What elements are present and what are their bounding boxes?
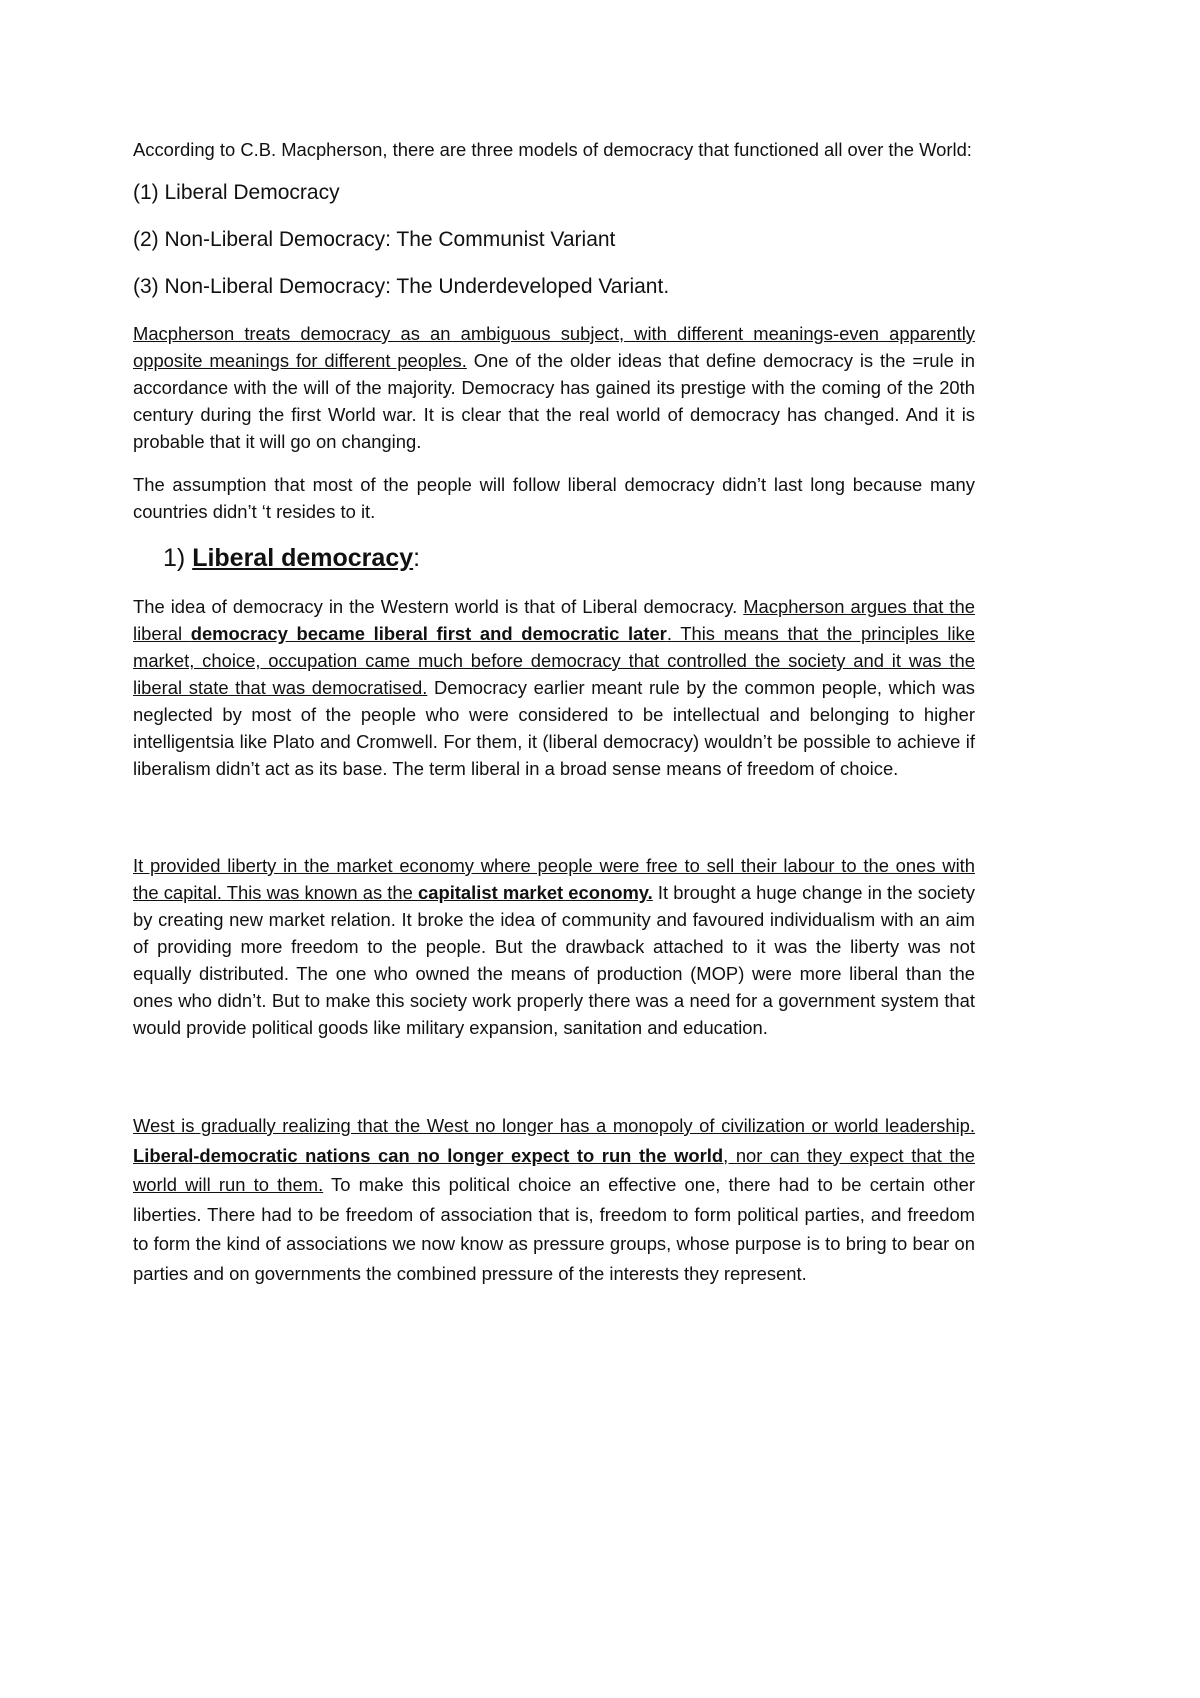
text-run: To make this political choice an effective one, there had to be certain other liberties. There had to be freedom of association that is, freedom to form political parties, and freedom to form the kind of associations we now know as pressure groups, whose purpose is to bring to bear on parties and on governments the combined pressure of the interests they represent.: [133, 1174, 976, 1284]
heading-number: 1): [163, 544, 193, 572]
section-heading: [163, 543, 975, 573]
paragraph: [133, 1111, 975, 1288]
emphasized-text: , nor can they expect that the world will run to them.: [133, 1144, 976, 1195]
heading-title: Liberal democracy: [192, 544, 414, 572]
model-item-3: (3) Non-Liberal Democracy: The Underdeveloped Variant.: [133, 275, 670, 298]
blank-space: [133, 798, 975, 852]
emphasized-text: Macpherson argues that the liberal: [133, 596, 975, 644]
model-item-2: (2) Non-Liberal Democracy: The Communist Variant: [133, 228, 616, 251]
emphasized-text: Macpherson treats democracy as an ambiguous subject, with different meanings-even apparently opposite meanings for different peoples.: [133, 323, 975, 371]
emphasized-text: . This means that the principles like market, choice, occupation came much before democracy that controlled the society and it was the liberal state that was democratised.: [133, 623, 975, 698]
paragraph: [133, 593, 975, 782]
text-run: One of the older ideas that define democracy is the =rule in accordance with the will of the majority. Democracy has gained its prestige with the coming of the 20th century during the first World war. It is clear that the real world of democracy has changed. And it is probable that it will go on changing.: [133, 350, 975, 452]
emphasized-text: capitalist market economy.: [418, 882, 653, 903]
blank-space: [133, 1057, 975, 1111]
document-body: [133, 136, 975, 1304]
paragraph: [133, 471, 975, 525]
emphasized-text: Liberal-democratic nations can no longer expect to run the world: [133, 1144, 724, 1166]
emphasized-text: West is gradually realizing that the West no longer has a monopoly of civilization or world leadership.: [133, 1115, 975, 1136]
emphasized-text: It provided liberty in the market economy where people were free to sell their labour to the ones with the capital. This was known as the: [133, 855, 975, 903]
emphasized-text: democracy became liberal first and democratic later: [190, 623, 667, 644]
text-run: The assumption that most of the people will follow liberal democracy didn’t last long because many countries didn’t ‘t resides to it.: [133, 474, 975, 522]
paragraph: [133, 320, 975, 455]
intro-paragraph: According to C.B. Macpherson, there are three models of democracy that functioned all over the World:: [133, 139, 972, 160]
text-run: The idea of democracy in the Western world is that of Liberal democracy.: [133, 596, 744, 617]
heading-colon: :: [413, 544, 421, 572]
model-item-1: (1) Liberal Democracy: [133, 181, 340, 204]
text-run: It brought a huge change in the society by creating new market relation. It broke the idea of community and favoured individualism with an aim of providing more freedom to the people. But the drawback attached to it was the liberty was not equally distributed. The one who owned the means of production (MOP) were more liberal than the ones who didn’t. But to make this society work properly there was a need for a government system that would provide political goods like military expansion, sanitation and education.: [133, 882, 975, 1038]
text-run: Democracy earlier meant rule by the common people, which was neglected by most of the people who were considered to be intellectual and belonging to higher intelligentsia like Plato and Cromwell. For them, it (liberal democracy) wouldn’t be possible to achieve if liberalism didn’t act as its base. The term liberal in a broad sense means of freedom of choice.: [133, 677, 976, 779]
paragraph: [133, 852, 975, 1041]
